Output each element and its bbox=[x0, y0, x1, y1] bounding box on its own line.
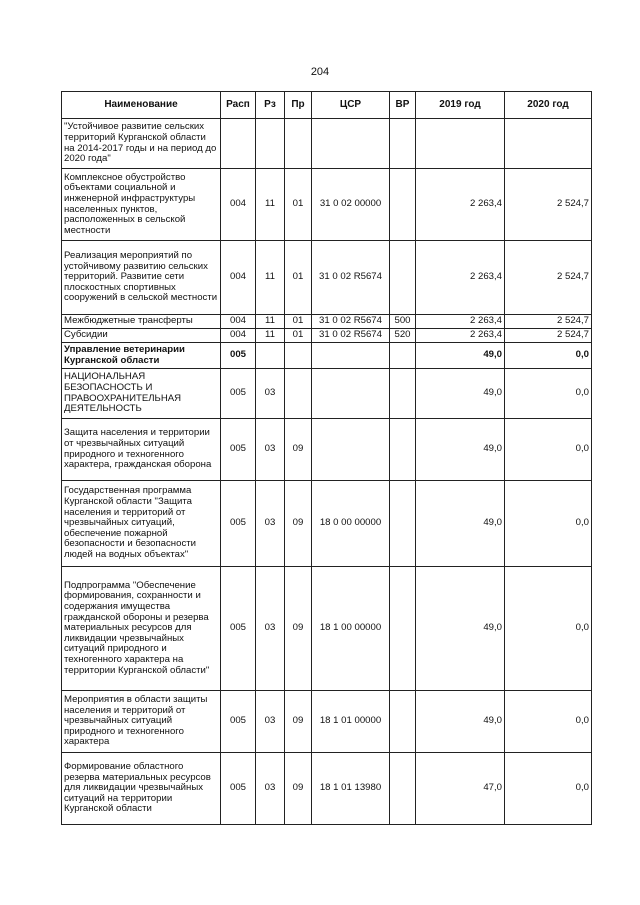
cell-name: Реализация мероприятий по устойчивому развитию сельских территорий. Развитие сети плоскостных спортивных сооружений в сельской местности bbox=[62, 241, 221, 315]
cell-vr bbox=[390, 567, 416, 691]
table-row bbox=[62, 169, 592, 241]
cell-y2019: 47,0 bbox=[416, 753, 505, 825]
cell-rz bbox=[256, 119, 285, 169]
cell-y2019: 49,0 bbox=[416, 567, 505, 691]
header-2019: 2019 год bbox=[416, 92, 505, 119]
cell-csr: 31 0 02 00000 bbox=[312, 169, 390, 241]
cell-rasp bbox=[221, 119, 256, 169]
cell-rasp: 005 bbox=[221, 753, 256, 825]
table-row bbox=[62, 567, 592, 691]
cell-y2019: 49,0 bbox=[416, 369, 505, 419]
table-body bbox=[62, 119, 592, 825]
cell-vr: 520 bbox=[390, 329, 416, 343]
header-pr: Пр bbox=[285, 92, 312, 119]
cell-rz: 03 bbox=[256, 419, 285, 481]
cell-y2020: 2 524,7 bbox=[505, 329, 592, 343]
header-rasp: Расп bbox=[221, 92, 256, 119]
cell-y2020: 0,0 bbox=[505, 343, 592, 369]
header-vr: ВР bbox=[390, 92, 416, 119]
cell-y2019: 49,0 bbox=[416, 481, 505, 567]
cell-rz: 11 bbox=[256, 315, 285, 329]
cell-name: Формирование областного резерва материальных ресурсов для ликвидации чрезвычайных ситуаций на территории Курганской области bbox=[62, 753, 221, 825]
table-row bbox=[62, 315, 592, 329]
cell-y2020: 0,0 bbox=[505, 567, 592, 691]
cell-name: Подпрограмма "Обеспечение формирования, сохранности и содержания имущества гражданской обороны и резерва материальных ресурсов для ликвидации чрезвычайных ситуаций природного и техногенного характера на территории Курганской области" bbox=[62, 567, 221, 691]
cell-rasp: 004 bbox=[221, 329, 256, 343]
cell-rz bbox=[256, 343, 285, 369]
cell-vr bbox=[390, 481, 416, 567]
cell-rasp: 005 bbox=[221, 343, 256, 369]
cell-rz: 03 bbox=[256, 753, 285, 825]
cell-rz: 03 bbox=[256, 691, 285, 753]
cell-pr bbox=[285, 343, 312, 369]
budget-table bbox=[61, 91, 592, 825]
cell-y2020: 2 524,7 bbox=[505, 169, 592, 241]
header-2020: 2020 год bbox=[505, 92, 592, 119]
table-row bbox=[62, 241, 592, 315]
cell-rasp: 004 bbox=[221, 241, 256, 315]
cell-csr: 18 0 00 00000 bbox=[312, 481, 390, 567]
cell-vr bbox=[390, 369, 416, 419]
cell-y2019: 2 263,4 bbox=[416, 241, 505, 315]
header-rz: Рз bbox=[256, 92, 285, 119]
cell-y2019: 2 263,4 bbox=[416, 329, 505, 343]
cell-pr: 09 bbox=[285, 753, 312, 825]
cell-csr: 18 1 01 13980 bbox=[312, 753, 390, 825]
cell-vr bbox=[390, 419, 416, 481]
table-row bbox=[62, 119, 592, 169]
cell-rasp: 005 bbox=[221, 691, 256, 753]
cell-y2019: 49,0 bbox=[416, 343, 505, 369]
cell-pr bbox=[285, 119, 312, 169]
cell-vr: 500 bbox=[390, 315, 416, 329]
cell-name: Защита населения и территории от чрезвычайных ситуаций природного и техногенного характера, гражданская оборона bbox=[62, 419, 221, 481]
cell-rasp: 005 bbox=[221, 481, 256, 567]
cell-pr: 09 bbox=[285, 691, 312, 753]
cell-y2020: 0,0 bbox=[505, 691, 592, 753]
cell-vr bbox=[390, 119, 416, 169]
cell-y2019: 2 263,4 bbox=[416, 169, 505, 241]
cell-y2019: 49,0 bbox=[416, 419, 505, 481]
table-header-row bbox=[62, 92, 592, 119]
table-row bbox=[62, 481, 592, 567]
cell-csr bbox=[312, 119, 390, 169]
cell-rasp: 005 bbox=[221, 369, 256, 419]
page-number: 204 bbox=[310, 66, 330, 78]
cell-y2019: 2 263,4 bbox=[416, 315, 505, 329]
cell-pr: 09 bbox=[285, 567, 312, 691]
cell-csr bbox=[312, 343, 390, 369]
table-row bbox=[62, 343, 592, 369]
cell-name: "Устойчивое развитие сельских территорий Курганской области на 2014-2017 годы и на период до 2020 года" bbox=[62, 119, 221, 169]
cell-y2020: 0,0 bbox=[505, 419, 592, 481]
cell-rz: 11 bbox=[256, 329, 285, 343]
cell-y2020: 0,0 bbox=[505, 753, 592, 825]
cell-vr bbox=[390, 343, 416, 369]
table-row bbox=[62, 329, 592, 343]
cell-vr bbox=[390, 691, 416, 753]
cell-rasp: 005 bbox=[221, 419, 256, 481]
cell-name: Государственная программа Курганской области "Защита населения и территорий от чрезвычайных ситуаций, обеспечение пожарной безопасности и безопасности людей на водных объектах" bbox=[62, 481, 221, 567]
cell-vr bbox=[390, 241, 416, 315]
cell-pr: 01 bbox=[285, 315, 312, 329]
cell-name: Субсидии bbox=[62, 329, 221, 343]
cell-csr bbox=[312, 419, 390, 481]
cell-pr: 09 bbox=[285, 481, 312, 567]
cell-vr bbox=[390, 169, 416, 241]
header-csr: ЦСР bbox=[312, 92, 390, 119]
cell-rasp: 004 bbox=[221, 315, 256, 329]
cell-pr bbox=[285, 369, 312, 419]
cell-rz: 03 bbox=[256, 481, 285, 567]
cell-rz: 03 bbox=[256, 567, 285, 691]
cell-csr: 18 1 00 00000 bbox=[312, 567, 390, 691]
table-row bbox=[62, 369, 592, 419]
cell-vr bbox=[390, 753, 416, 825]
table-row bbox=[62, 753, 592, 825]
cell-name: Межбюджетные трансферты bbox=[62, 315, 221, 329]
cell-name: Мероприятия в области защиты населения и территорий от чрезвычайных ситуаций природного и техногенного характера bbox=[62, 691, 221, 753]
cell-csr: 31 0 02 R5674 bbox=[312, 241, 390, 315]
table-row bbox=[62, 691, 592, 753]
cell-y2019: 49,0 bbox=[416, 691, 505, 753]
cell-csr: 31 0 02 R5674 bbox=[312, 329, 390, 343]
cell-name: НАЦИОНАЛЬНАЯ БЕЗОПАСНОСТЬ И ПРАВООХРАНИТЕЛЬНАЯ ДЕЯТЕЛЬНОСТЬ bbox=[62, 369, 221, 419]
cell-rz: 11 bbox=[256, 241, 285, 315]
cell-rz: 03 bbox=[256, 369, 285, 419]
header-name: Наименование bbox=[62, 92, 221, 119]
cell-csr bbox=[312, 369, 390, 419]
cell-csr: 31 0 02 R5674 bbox=[312, 315, 390, 329]
cell-y2020 bbox=[505, 119, 592, 169]
table-row bbox=[62, 419, 592, 481]
cell-rasp: 004 bbox=[221, 169, 256, 241]
cell-y2020: 2 524,7 bbox=[505, 315, 592, 329]
cell-rz: 11 bbox=[256, 169, 285, 241]
cell-pr: 01 bbox=[285, 329, 312, 343]
cell-rasp: 005 bbox=[221, 567, 256, 691]
cell-pr: 01 bbox=[285, 169, 312, 241]
cell-name: Комплексное обустройство объектами социальной и инженерной инфраструктуры населенных пунктов, расположенных в сельской местности bbox=[62, 169, 221, 241]
cell-y2020: 2 524,7 bbox=[505, 241, 592, 315]
cell-y2020: 0,0 bbox=[505, 481, 592, 567]
cell-pr: 01 bbox=[285, 241, 312, 315]
cell-y2020: 0,0 bbox=[505, 369, 592, 419]
cell-csr: 18 1 01 00000 bbox=[312, 691, 390, 753]
cell-y2019 bbox=[416, 119, 505, 169]
cell-pr: 09 bbox=[285, 419, 312, 481]
cell-name: Управление ветеринарии Курганской области bbox=[62, 343, 221, 369]
